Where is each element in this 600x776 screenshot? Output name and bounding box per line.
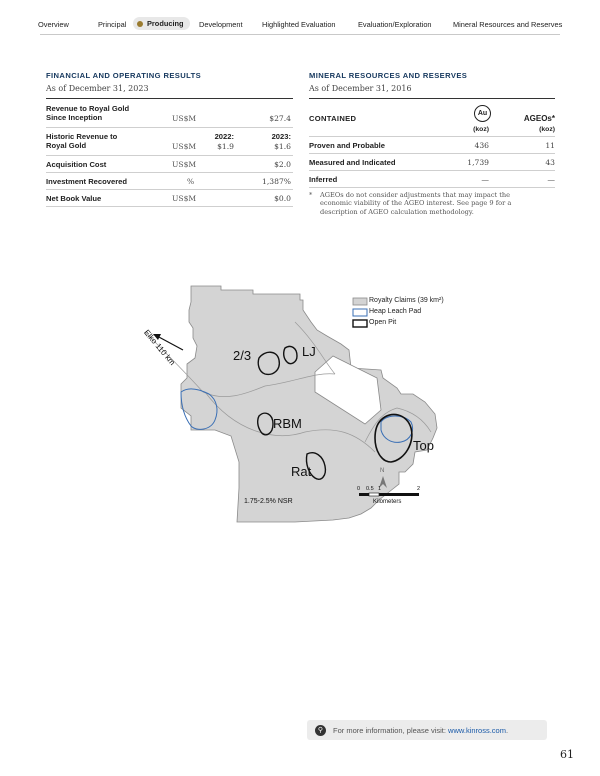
nav-highlighted-evaluation[interactable]: Highlighted Evaluation xyxy=(262,20,336,29)
north-label: N xyxy=(380,468,385,474)
scale-bar-segment-2 xyxy=(369,493,379,496)
fin-row-2-col2-header: 2023: xyxy=(271,132,291,141)
nav-principal[interactable]: Principal xyxy=(98,20,127,29)
min-row-1-au: 436 xyxy=(474,141,489,150)
nav-mineral-resources[interactable]: Mineral Resources and Reserves xyxy=(453,20,563,29)
fin-row-4-label: Investment Recovered xyxy=(46,177,128,186)
ageo-unit: (koz) xyxy=(539,126,555,133)
link-icon: ⚲ xyxy=(315,725,326,736)
min-row-1-label: Proven and Probable xyxy=(309,141,385,150)
min-row-3-ageo: — xyxy=(547,175,555,184)
royalty-claims-area xyxy=(181,286,437,522)
min-rule-2 xyxy=(309,170,555,171)
map-svg xyxy=(135,282,465,532)
fin-row-1-value: $27.4 xyxy=(269,114,291,123)
fin-rule-4 xyxy=(46,189,293,190)
fin-rule-2 xyxy=(46,155,293,156)
scale-tick-1: 1 xyxy=(378,486,382,492)
mineral-top-rule xyxy=(309,98,555,99)
info-prefix: For more information, please visit: xyxy=(333,726,449,735)
legend-royalty-claims: Royalty Claims (39 km²) xyxy=(369,297,444,304)
fin-row-4-unit: % xyxy=(187,177,195,186)
active-dot-icon xyxy=(137,21,143,27)
min-rule-0 xyxy=(309,136,555,137)
scale-tick-0-5: 0.5 xyxy=(366,486,374,492)
fin-row-2-label-a: Historic Revenue to xyxy=(46,132,118,141)
fin-row-1-label-a: Revenue to Royal Gold xyxy=(46,104,130,113)
fin-row-2-unit: US$M xyxy=(172,142,197,151)
elko-direction-label: Elko 110 km xyxy=(142,328,177,368)
fin-rule-1 xyxy=(46,127,293,128)
scale-tick-0: 0 xyxy=(357,486,361,492)
nav-overview[interactable]: Overview xyxy=(38,20,69,29)
info-text xyxy=(333,726,508,735)
fin-row-2-col2-value: $1.6 xyxy=(274,142,291,151)
fin-row-4-value: 1,387% xyxy=(262,177,291,186)
legend-pit-swatch xyxy=(353,320,367,327)
scale-unit: Kilometers xyxy=(373,499,402,505)
fin-row-5-unit: US$M xyxy=(172,194,197,203)
scale-bar-segment-3 xyxy=(379,493,419,496)
pit-label-rat: Rat xyxy=(291,464,312,479)
nav-development[interactable]: Development xyxy=(199,20,243,29)
scale-bar-segment-1 xyxy=(359,493,369,496)
au-unit: (koz) xyxy=(473,126,489,133)
property-map xyxy=(135,282,465,532)
legend-heap-leach: Heap Leach Pad xyxy=(369,308,422,315)
kinross-link[interactable]: www.kinross.com xyxy=(448,726,506,735)
min-row-3-au: — xyxy=(481,175,489,184)
min-rule-1 xyxy=(309,153,555,154)
legend-open-pit: Open Pit xyxy=(369,319,397,326)
nav-producing-label: Producing xyxy=(147,19,184,28)
pit-label-top: Top xyxy=(413,438,434,453)
min-row-1-ageo: 11 xyxy=(545,141,555,150)
legend-claims-swatch xyxy=(353,298,367,305)
page-number: 61 xyxy=(560,748,574,761)
pit-label-rbm: RBM xyxy=(273,416,302,431)
section-nav xyxy=(0,14,600,34)
fin-row-3-unit: US$M xyxy=(172,160,197,169)
min-row-3-label: Inferred xyxy=(309,175,338,184)
min-row-2-au: 1,739 xyxy=(467,158,489,167)
nav-evaluation-exploration[interactable]: Evaluation/Exploration xyxy=(358,20,432,29)
mineral-title: MINERAL RESOURCES AND RESERVES xyxy=(309,71,468,80)
fin-row-1-label xyxy=(46,104,129,122)
fin-row-3-label: Acquisition Cost xyxy=(46,160,107,169)
pit-label-2-3: 2/3 xyxy=(233,348,252,363)
footnote-text: AGEOs do not consider adjustments that may impact the economic viability of the AGEO interest. See page 9 for a description of AGEO calculation methodology. xyxy=(320,191,512,216)
fin-row-2-col1-header: 2022: xyxy=(214,132,234,141)
fin-row-3-value: $2.0 xyxy=(274,160,291,169)
nav-producing[interactable] xyxy=(133,17,190,30)
scale-tick-2: 2 xyxy=(417,486,421,492)
pit-label-lj: LJ xyxy=(302,344,316,359)
footnote-mark: * xyxy=(309,191,313,199)
fin-row-1-label-b: Since Inception xyxy=(46,113,103,122)
info-suffix: . xyxy=(505,726,509,735)
fin-row-2-col1-value: $1.9 xyxy=(217,142,234,151)
fin-row-2-label-b: Royal Gold xyxy=(46,141,87,150)
min-row-2-ageo: 43 xyxy=(545,158,555,167)
financial-title: FINANCIAL AND OPERATING RESULTS xyxy=(46,71,202,80)
fin-rule-5 xyxy=(46,206,293,207)
ageo-header: AGEOs* xyxy=(523,114,555,123)
min-row-2-label: Measured and Indicated xyxy=(309,158,396,167)
financial-subtitle: As of December 31, 2023 xyxy=(46,84,149,93)
contained-header: CONTAINED xyxy=(309,114,357,123)
nsr-label: 1.75-2.5% NSR xyxy=(244,498,293,505)
fin-row-2-label xyxy=(46,132,117,150)
info-bar xyxy=(307,720,547,740)
mineral-subtitle: As of December 31, 2016 xyxy=(309,84,412,93)
legend-heap-swatch xyxy=(353,309,367,316)
au-symbol-icon: Au xyxy=(474,105,491,122)
financial-top-rule xyxy=(46,98,293,99)
fin-rule-3 xyxy=(46,172,293,173)
min-rule-3 xyxy=(309,187,555,188)
fin-row-1-unit: US$M xyxy=(172,114,197,123)
fin-row-5-label: Net Book Value xyxy=(46,194,102,203)
fin-row-5-value: $0.0 xyxy=(274,194,291,203)
nav-divider xyxy=(40,34,560,35)
